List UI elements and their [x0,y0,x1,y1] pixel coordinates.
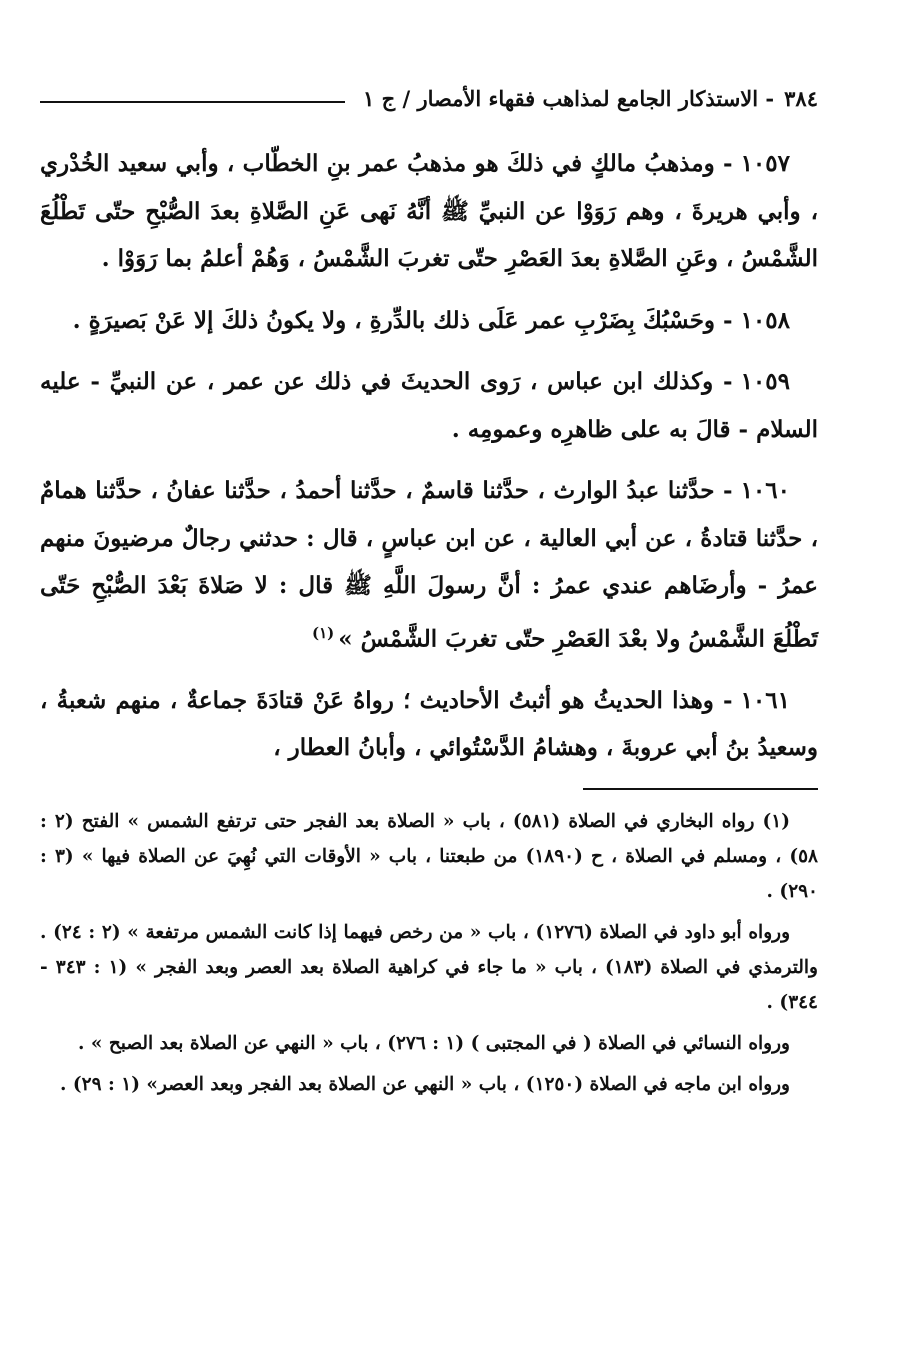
footnote-reference[interactable]: (١) [311,623,335,642]
paragraph-number: ١٠٥٧ [740,150,790,177]
footnote-separator [583,788,818,790]
main-text [40,140,818,772]
running-title: - الاستذكار الجامع لمذاهب فقهاء الأمصار / ج ١ [363,85,775,111]
paragraph-number: ١٠٦١ [740,686,790,714]
paragraph-text: - وهذا الحديثُ هو أثبتُ الأحاديث ؛ رواهُ عَنْ قتادَةَ جماعةٌ ، منهم شعبةُ ، وسعيدُ بنُ أبي عروبةَ ، وهشامُ الدَّسْتُوائي ، وأبانُ العطار ، [40,686,818,762]
paragraph-text: - وكذلك ابن عباس ، رَوى الحديثَ في ذلك عن عمر ، عن النبيِّ - عليه السلام - قالَ به على ظاهرِه وعمومِه . [40,368,818,443]
footnote-item: ورواه ابن ماجه في الصلاة (١٢٥٠) ، باب « النهي عن الصلاة بعد الفجر وبعد العصر» (١ : ٢٩) . [60,1073,790,1095]
header-rule [40,101,345,103]
paragraph-1060 [40,467,818,663]
page-number: ٣٨٤ [784,85,818,111]
paragraph-number: ١٠٥٩ [740,368,790,395]
footnotes [40,804,818,1102]
paragraph-1057 [40,140,818,283]
paragraph-text: - حدَّثنا عبدُ الوارث ، حدَّثنا قاسمٌ ، حدَّثنا أحمدُ ، حدَّثنا عفانُ ، حدَّثنا همامٌ ، حدَّثنا قتادةُ ، عن أبي العالية ، عن ابن عباسٍ ، قال : حدثني رجالٌ مرضيونَ منهم عمرُ - وأرضَاهم عندي عمرُ : أنَّ رسولَ اللَّهِ ﷺ قال : لا صَلاةَ بَعْدَ الصُّبْحِ حَتّى تَطْلُعَ الشَّمْسُ ولا بعْدَ العَصْرِ حتّى تغربَ الشَّمْسُ » [40,477,818,653]
paragraph-text: - ومذهبُ مالكٍ في ذلكَ هو مذهبُ عمر بنِ الخطّاب ، وأبي سعيد الخُدْري ، وأبي هريرةَ ، وهم رَوَوْا عن النبيِّ ﷺ أنَّهُ نَهى عَنِ الصَّلاةِ بعدَ الصُّبْحِ حتّى تَطْلُعَ الشَّمْسُ ، وعَنِ الصَّلاةِ بعدَ العَصْرِ حتّى تغربَ الشَّمْسُ ، وَهُمْ أعلمُ بما رَوَوْا . [40,150,818,272]
paragraph-1061 [40,677,818,772]
running-header [40,78,818,118]
paragraph-number: ١٠٦٠ [740,477,790,504]
paragraph-1059 [40,358,818,453]
footnote-item: (١) رواه البخاري في الصلاة (٥٨١) ، باب « الصلاة بعد الفجر حتى ترتفع الشمس » الفتح (٢ : ٥٨) ، ومسلم في الصلاة ، ح (١٨٩٠) من طبعتنا ، باب « الأوقات التي نُهِيَ عن الصلاة فيها » (٣ : ٢٩٠) . [40,810,818,902]
footnote-item: ورواه أبو داود في الصلاة (١٢٧٦) ، باب « من رخص فيهما إذا كانت الشمس مرتفعة » (٢ : ٢٤) . والترمذي في الصلاة (١٨٣) ، باب « ما جاء في كراهية الصلاة بعد العصر وبعد الفجر » (١ : ٣٤٣ - ٣٤٤) . [40,921,818,1013]
paragraph-text: - وحَسْبُكَ بِضَرْبِ عمر عَلَى ذلك بالدِّرةِ ، ولا يكونُ ذلكَ إلا عَنْ بَصيرَةٍ . [72,306,733,334]
paragraph-number: ١٠٥٨ [740,306,790,334]
footnote-item: ورواه النسائي في الصلاة ( في المجتبى ) (١ : ٢٧٦) ، باب « النهي عن الصلاة بعد الصبح » . [77,1032,790,1054]
document-page [40,78,818,1328]
paragraph-1058 [40,297,818,345]
